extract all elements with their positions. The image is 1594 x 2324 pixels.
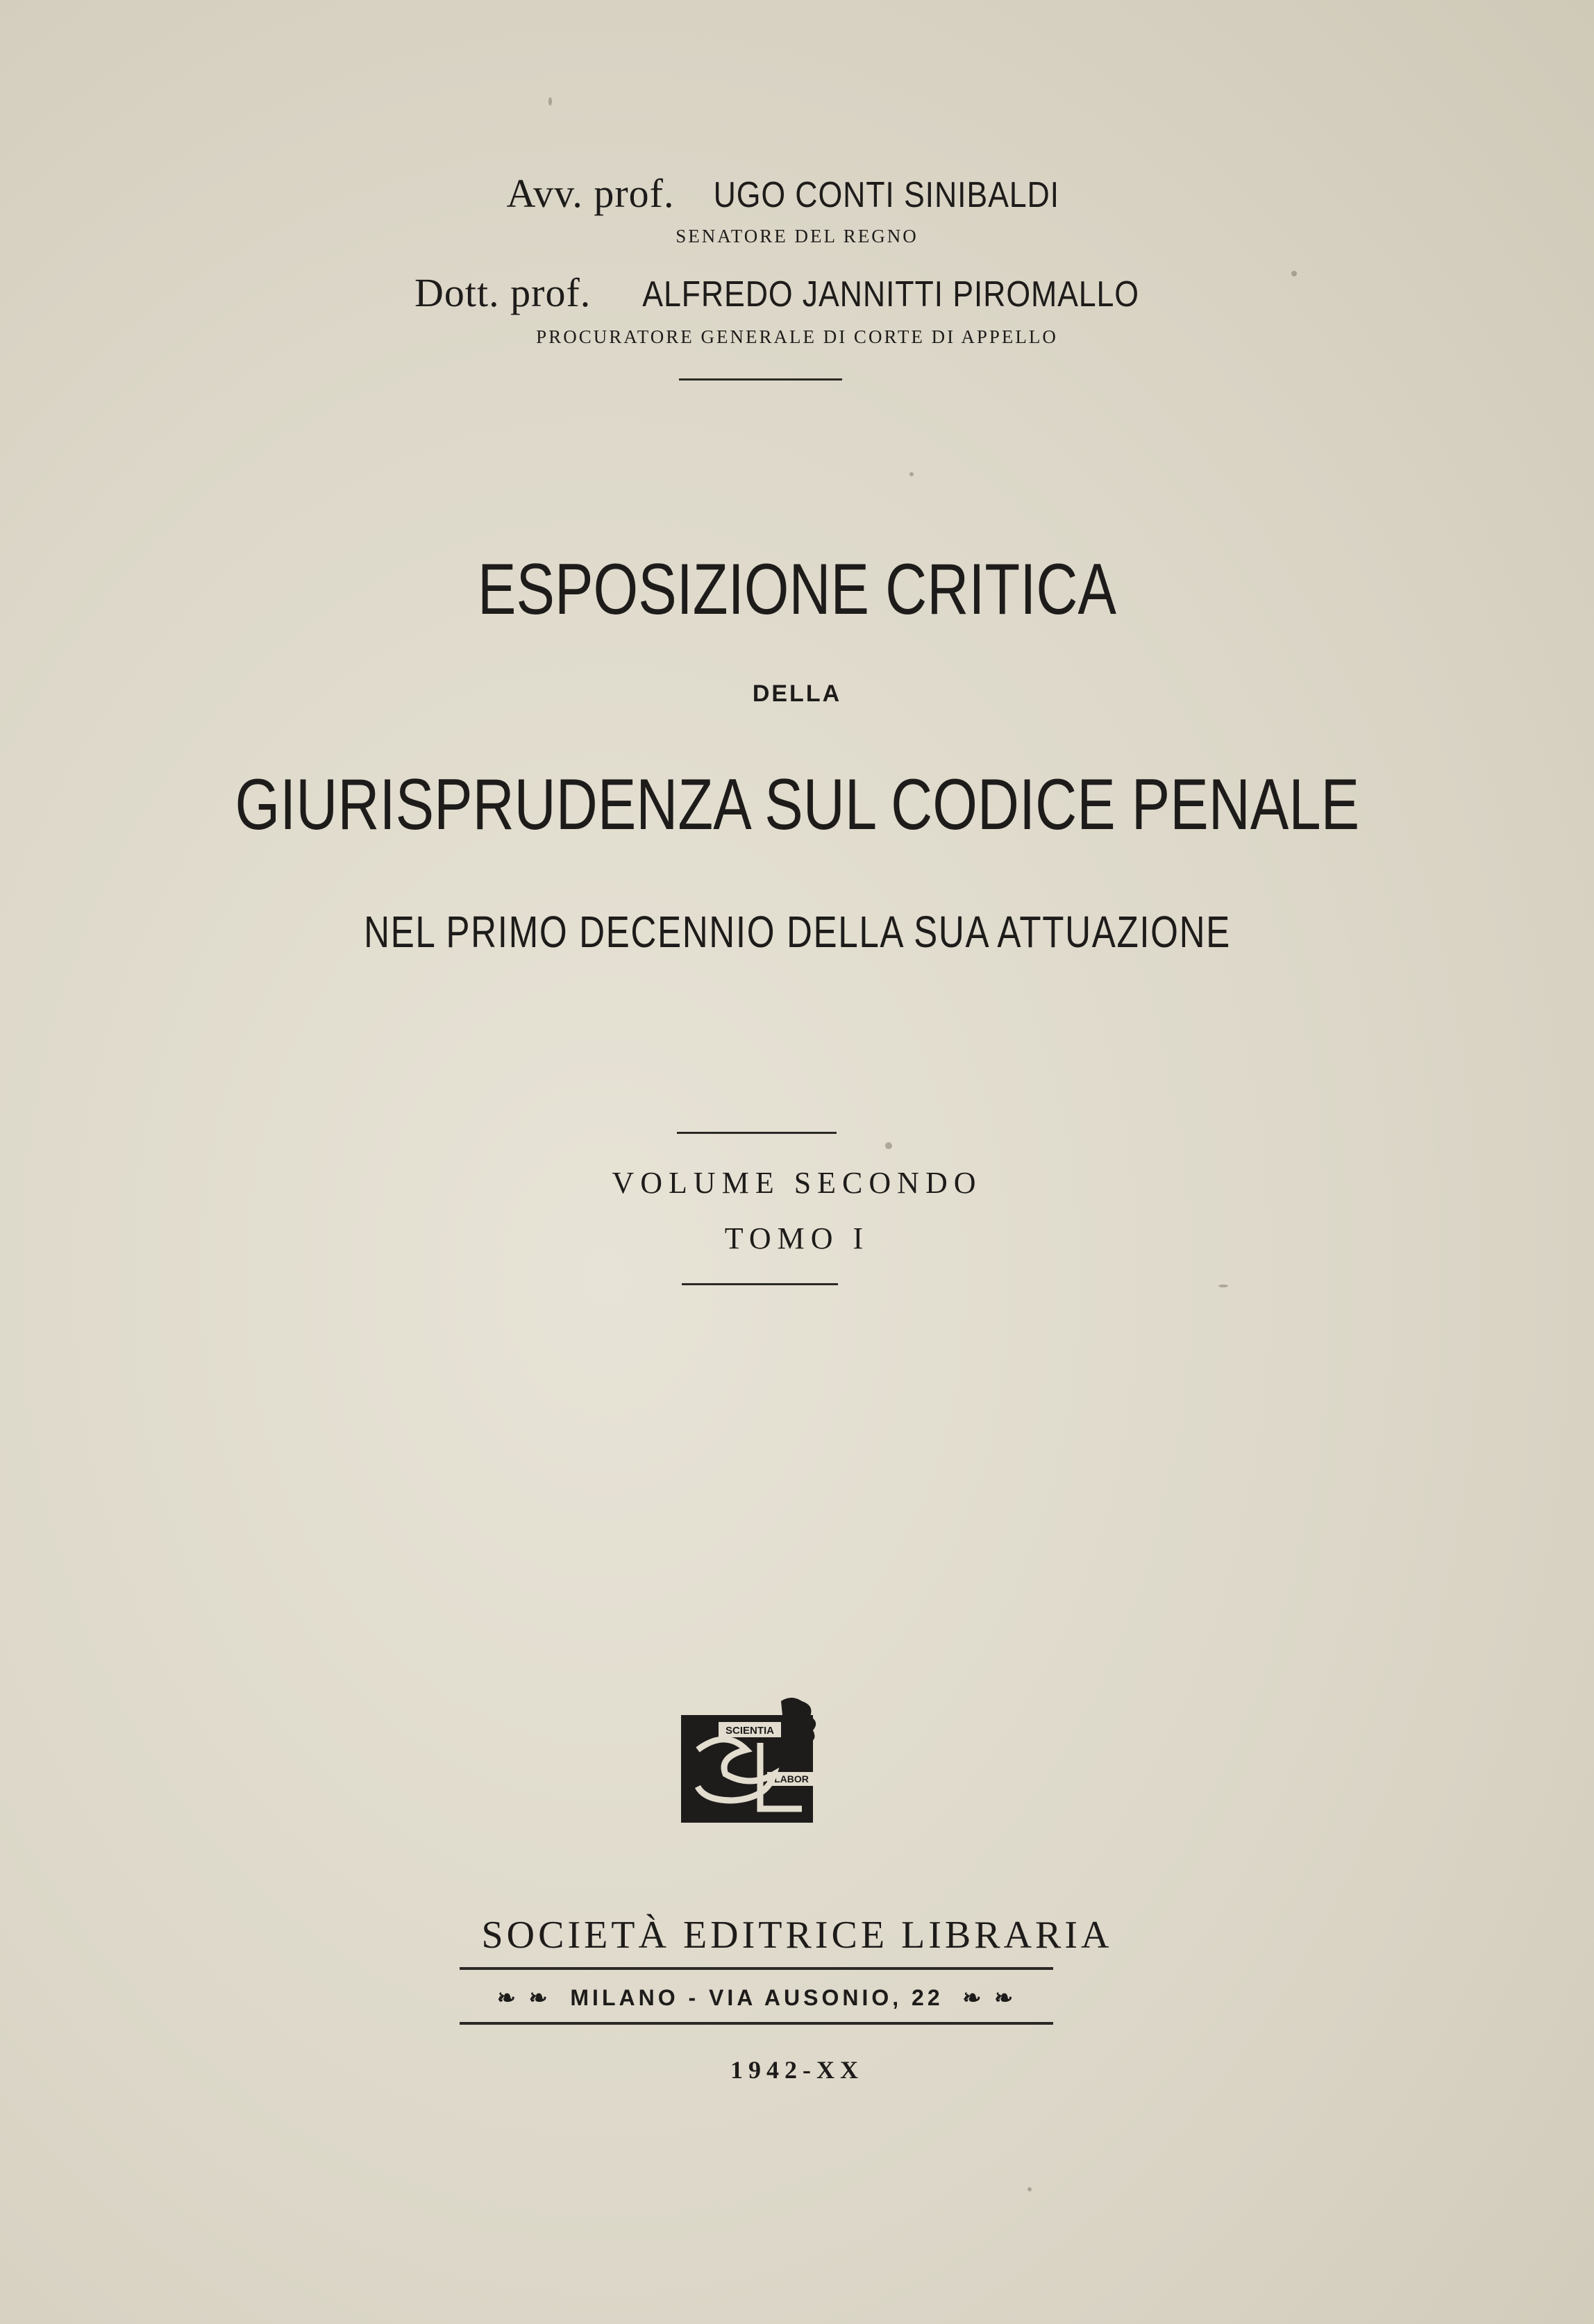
- volume-label: VOLUME SECONDO: [612, 1166, 982, 1200]
- divider-rule: [460, 2022, 1053, 2025]
- divider-rule: [682, 1283, 838, 1285]
- author-1-name: UGO CONTI SINIBALDI: [713, 175, 1059, 215]
- title-line-1: [0, 549, 1594, 631]
- author-2: [0, 269, 1594, 316]
- publisher-address-row: [458, 1984, 1055, 2019]
- emblem-motto-top: SCIENTIA: [725, 1725, 775, 1737]
- paper-speck: [548, 97, 552, 106]
- author-1: [0, 170, 1594, 217]
- divider-rule: [679, 378, 842, 381]
- author-2-name: ALFREDO JANNITTI PIROMALLO: [642, 274, 1139, 315]
- subtitle-text: NEL PRIMO DECENNIO DELLA SUA ATTUAZIONE: [363, 907, 1231, 957]
- paper-speck: [1027, 2187, 1032, 2191]
- publisher-name: SOCIETÀ EDITRICE LIBRARIA: [481, 1914, 1113, 1957]
- title-connector: DELLA: [752, 680, 842, 707]
- subtitle: [0, 906, 1594, 958]
- title-line-2: [0, 764, 1594, 846]
- publication-year: 1942-XX: [730, 2056, 864, 2084]
- publisher-address: MILANO - VIA AUSONIO, 22: [570, 1985, 943, 2010]
- author-2-role: PROCURATORE GENERALE DI CORTE DI APPELLO: [536, 326, 1058, 347]
- author-2-prefix: Dott. prof.: [414, 270, 592, 315]
- paper-speck: [885, 1142, 892, 1149]
- ornament-icon: ❧ ❧: [496, 1985, 551, 2010]
- divider-rule: [677, 1132, 837, 1134]
- paper-speck: [1218, 1285, 1228, 1287]
- title-line-1-text: ESPOSIZIONE CRITICA: [478, 549, 1116, 630]
- tomo-label: TOMO I: [724, 1221, 870, 1255]
- divider-rule: [460, 1967, 1053, 1970]
- emblem-motto-bottom: LABOR: [774, 1773, 809, 1784]
- paper-speck: [1291, 271, 1297, 276]
- author-1-role: SENATORE DEL REGNO: [676, 226, 918, 246]
- ornament-icon: ❧ ❧: [962, 1985, 1017, 2010]
- title-line-2-text: GIURISPRUDENZA SUL CODICE PENALE: [235, 764, 1359, 845]
- paper-speck: [909, 472, 914, 476]
- publisher-emblem-icon: [677, 1694, 833, 1826]
- author-1-prefix: Avv. prof.: [506, 171, 675, 216]
